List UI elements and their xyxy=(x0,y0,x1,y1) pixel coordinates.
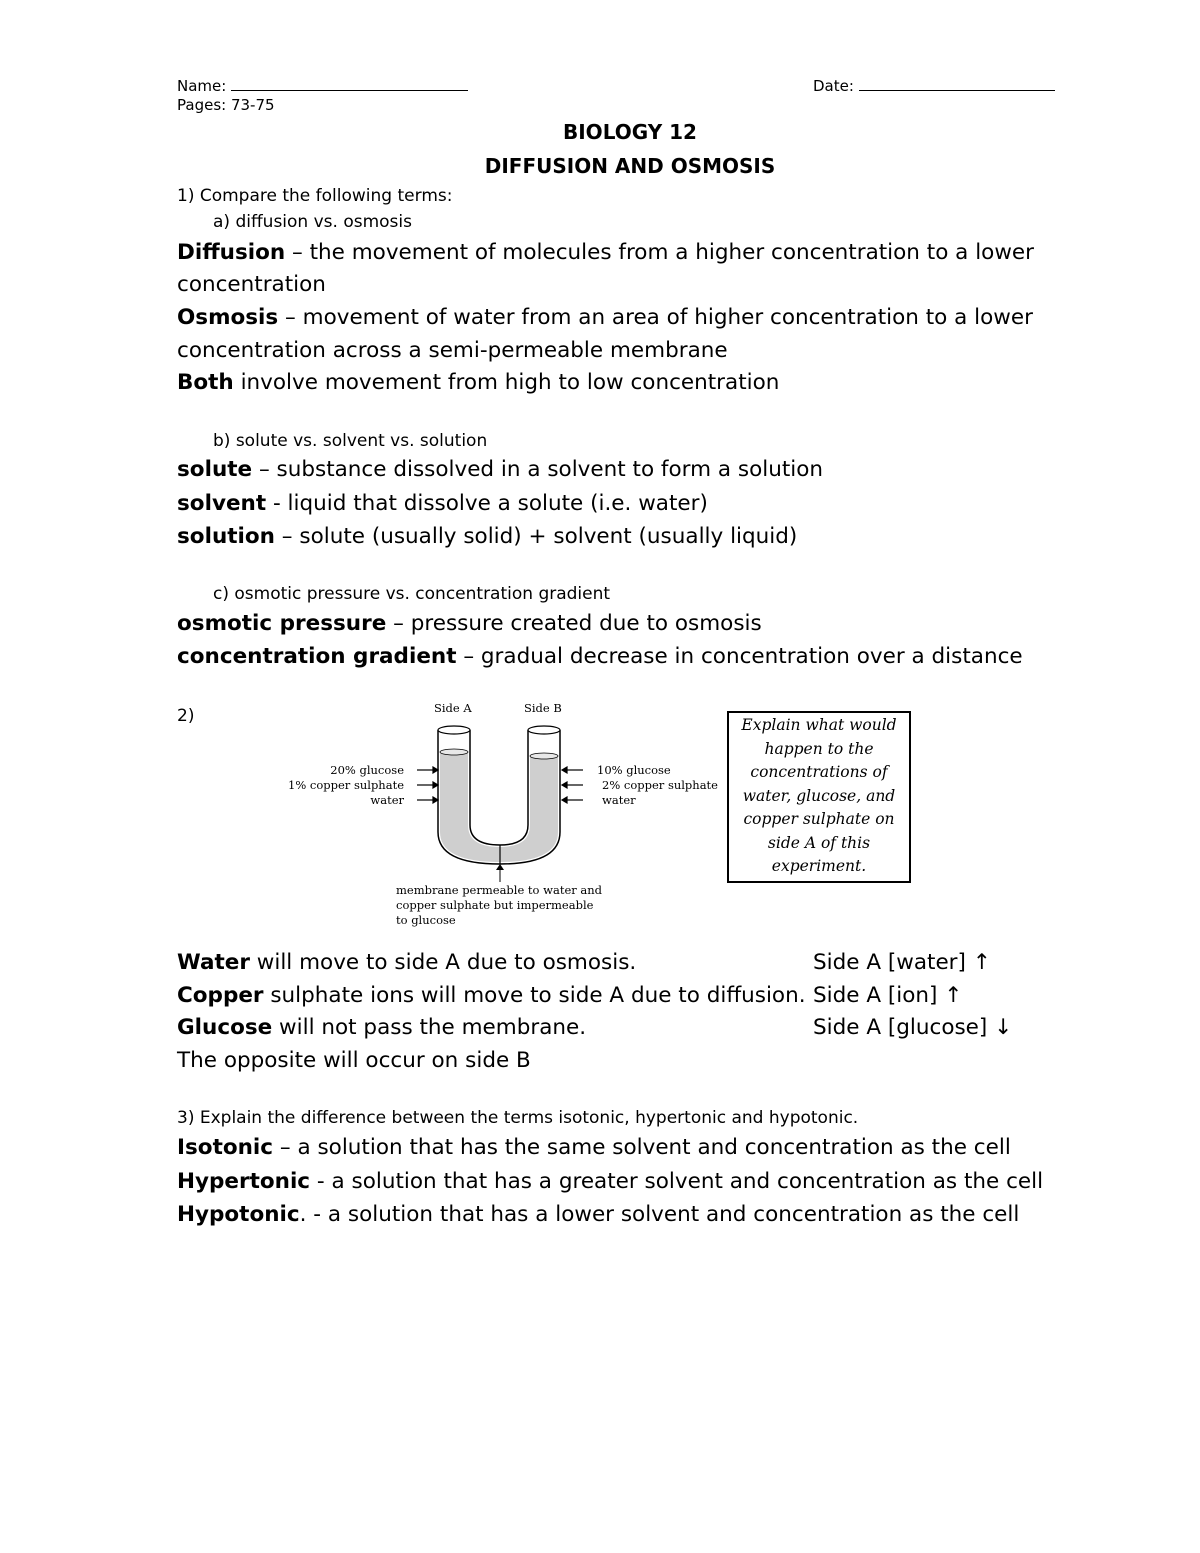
right-opening xyxy=(528,726,560,734)
membrane-label-3: to glucose xyxy=(396,913,456,927)
water-answer: Water will move to side A due to osmosis. xyxy=(177,950,637,975)
question-1-prompt: 1) Compare the following terms: xyxy=(177,186,453,206)
right-label-glucose: 10% glucose xyxy=(597,763,671,777)
left-arrows xyxy=(417,767,438,803)
date-field[interactable] xyxy=(859,74,1055,91)
solvent-definition: solvent - liquid that dissolve a solute (i.e. water) xyxy=(177,491,708,516)
explain-prompt-box: Explain what would happen to the concentrations of water, glucose, and copper sulphate on side A of this experiment. xyxy=(727,711,911,883)
solution-definition: solution – solute (usually solid) + solvent (usually liquid) xyxy=(177,524,798,549)
solute-definition: solute – substance dissolved in a solvent to form a solution xyxy=(177,457,824,482)
osmotic-pressure-definition: osmotic pressure – pressure created due to osmosis xyxy=(177,611,762,636)
left-label-copper: 1% copper sulphate xyxy=(288,778,404,792)
copper-side-a: Side A [ion] ↑ xyxy=(813,983,963,1008)
left-opening xyxy=(438,726,470,734)
left-meniscus xyxy=(440,749,468,755)
both-statement: Both involve movement from high to low concentration xyxy=(177,370,780,395)
left-label-glucose: 20% glucose xyxy=(330,763,404,777)
question-3-prompt: 3) Explain the difference between the terms isotonic, hypertonic and hypotonic. xyxy=(177,1108,859,1128)
question-1c-label: c) osmotic pressure vs. concentration gradient xyxy=(213,584,611,604)
right-meniscus xyxy=(530,753,558,759)
side-a-label: Side A xyxy=(434,701,472,715)
right-label-copper: 2% copper sulphate xyxy=(602,778,718,792)
diffusion-definition: Diffusion – the movement of molecules from a higher concentration to a lower xyxy=(177,240,1034,265)
hypotonic-definition: Hypotonic. - a solution that has a lower solvent and concentration as the cell xyxy=(177,1202,1020,1227)
isotonic-definition: Isotonic – a solution that has the same solvent and concentration as the cell xyxy=(177,1135,1011,1160)
left-label-water: water xyxy=(370,793,404,807)
page-title: DIFFUSION AND OSMOSIS xyxy=(484,154,776,178)
pages-reference: Pages: 73-75 xyxy=(177,96,275,114)
glucose-side-a: Side A [glucose] ↓ xyxy=(813,1015,1013,1040)
osmosis-definition-cont: concentration across a semi-permeable membrane xyxy=(177,338,728,363)
date-label: Date: xyxy=(813,74,1055,95)
question-1a-label: a) diffusion vs. osmosis xyxy=(213,212,412,232)
membrane-label-2: copper sulphate but impermeable xyxy=(396,898,594,912)
osmosis-definition: Osmosis – movement of water from an area of higher concentration to a lower xyxy=(177,305,1033,330)
glucose-answer: Glucose will not pass the membrane. xyxy=(177,1015,587,1040)
copper-answer: Copper sulphate ions will move to side A due to diffusion. xyxy=(177,983,806,1008)
side-b-label: Side B xyxy=(524,701,562,715)
concentration-gradient-definition: concentration gradient – gradual decrease in concentration over a distance xyxy=(177,644,1023,669)
membrane-pointer xyxy=(496,864,504,870)
question-2-number: 2) xyxy=(177,706,195,726)
right-label-water: water xyxy=(602,793,636,807)
opposite-statement: The opposite will occur on side B xyxy=(177,1048,531,1073)
u-tube-diagram xyxy=(280,690,730,935)
diffusion-definition-cont: concentration xyxy=(177,272,326,297)
course-title: BIOLOGY 12 xyxy=(563,120,697,144)
u-tube-inner xyxy=(470,730,528,845)
name-label: Name: xyxy=(177,74,468,95)
name-field[interactable] xyxy=(231,74,468,91)
water-side-a: Side A [water] ↑ xyxy=(813,950,991,975)
question-1b-label: b) solute vs. solvent vs. solution xyxy=(213,431,488,451)
membrane-label-1: membrane permeable to water and xyxy=(396,883,603,897)
hypertonic-definition: Hypertonic - a solution that has a greater solvent and concentration as the cell xyxy=(177,1169,1044,1194)
right-arrows xyxy=(562,767,583,803)
